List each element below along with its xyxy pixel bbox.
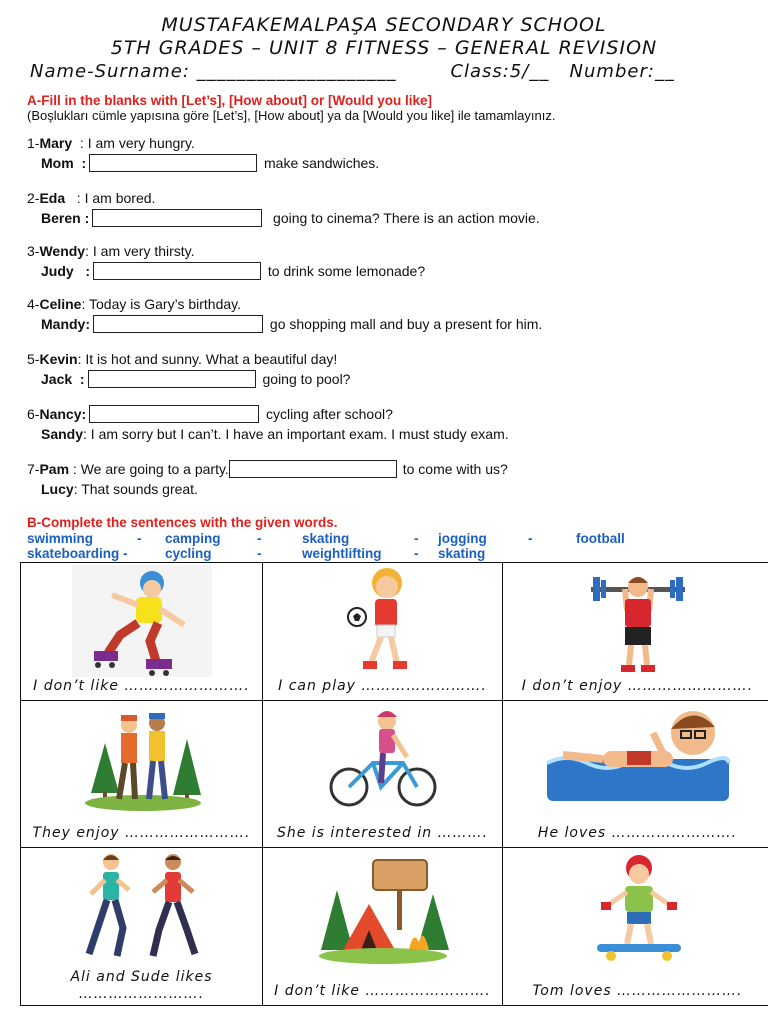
cell-skateboarding [503, 848, 768, 1006]
word-skating: skating [438, 546, 486, 561]
answer-blank-2[interactable] [92, 209, 262, 227]
answer-blank-7[interactable] [229, 460, 397, 478]
question-7: 7- Pam : We are going to a party. to come with us? Lucy : That sounds great. [27, 461, 508, 497]
question-6: 6- Nancy : cycling after school? Sandy : I am sorry but I can’t. I have an important exam. I must study exam. [27, 406, 509, 442]
student-info-line: Name-Surname: ____________________ Class:5/__ Number:__ [30, 61, 675, 82]
cell-football [263, 563, 503, 701]
answer-blank-3[interactable] [93, 262, 261, 280]
weightlifter-image [583, 565, 693, 677]
question-4: 4- Celine : Today is Gary’s birthday. Mandy : go shopping mall and buy a present for him. [27, 296, 543, 332]
school-name: MUSTAFAKEMALPAŞA SECONDARY SCHOOL [161, 14, 607, 36]
caption-6: He loves ……………………. [537, 825, 738, 841]
section-a-instruction: (Boşlukları cümle yapısına göre [Let’s], [How about] ya da [Would you like] ile tamamlayınız. [27, 108, 556, 123]
word-dash: - [414, 531, 419, 546]
question-1: 1- Mary : I am very hungry. Mom : make sandwiches. [27, 135, 380, 171]
word-skateboarding: skateboarding - [27, 546, 128, 561]
unit-title: 5TH GRADES – UNIT 8 FITNESS – GENERAL REVISION [110, 37, 658, 59]
caption-2: I can play ……………………. [278, 678, 487, 694]
word-dash: - [137, 531, 142, 546]
cell-weightlifting [503, 563, 768, 701]
football-boy-image [343, 565, 423, 677]
worksheet-header [0, 14, 768, 84]
cell-skater [21, 563, 263, 701]
word-football: football [576, 531, 625, 546]
cyclist-girl-image [323, 703, 443, 815]
swimming-boy-image [543, 703, 733, 815]
caption-8: I don’t like ……………………. [274, 983, 491, 999]
word-dash: - [257, 531, 262, 546]
section-a-title: A-Fill in the blanks with [Let’s], [How about] or [Would you like] [27, 93, 432, 108]
cell-camping [21, 701, 263, 848]
camping-hikers-image [77, 703, 207, 815]
cell-swimming [503, 701, 768, 848]
cell-cycling [263, 701, 503, 848]
word-jogging: jogging [438, 531, 487, 546]
tent-campfire-image [313, 850, 453, 968]
word-skating: skating [302, 531, 350, 546]
word-camping: camping [165, 531, 221, 546]
answer-blank-5[interactable] [88, 370, 256, 388]
answer-blank-4[interactable] [93, 315, 263, 333]
caption-7: Ali and Sude likes ……………………. [70, 969, 213, 1002]
roller-skater-image [72, 565, 212, 677]
skateboarder-image [583, 850, 693, 968]
question-2: 2- Eda : I am bored. Beren : going to cinema? There is an action movie. [27, 190, 540, 226]
question-3: 3- Wendy : I am very thirsty. Judy : to drink some lemonade? [27, 243, 426, 279]
word-dash: - [528, 531, 533, 546]
caption-5: She is interested in ………. [276, 825, 489, 841]
question-5: 5- Kevin : It is hot and sunny. What a beautiful day! Jack : going to pool? [27, 351, 351, 387]
jogging-couple-image [67, 850, 217, 968]
cell-camping-tent [263, 848, 503, 1006]
word-dash: - [414, 546, 419, 561]
word-dash: - [257, 546, 262, 561]
caption-1: I don’t like ……………………. [33, 678, 250, 694]
picture-grid [20, 562, 768, 1006]
answer-blank-6[interactable] [89, 405, 259, 423]
caption-9: Tom loves ……………………. [532, 983, 743, 999]
answer-blank-1[interactable] [89, 154, 257, 172]
word-weightlifting: weightlifting [302, 546, 382, 561]
cell-jogging [21, 848, 263, 1006]
word-cycling: cycling [165, 546, 212, 561]
caption-3: I don’t enjoy ……………………. [521, 678, 754, 694]
word-swimming: swimming [27, 531, 94, 546]
section-b-title: B-Complete the sentences with the given words. [27, 515, 338, 530]
caption-4: They enjoy ……………………. [32, 825, 251, 841]
